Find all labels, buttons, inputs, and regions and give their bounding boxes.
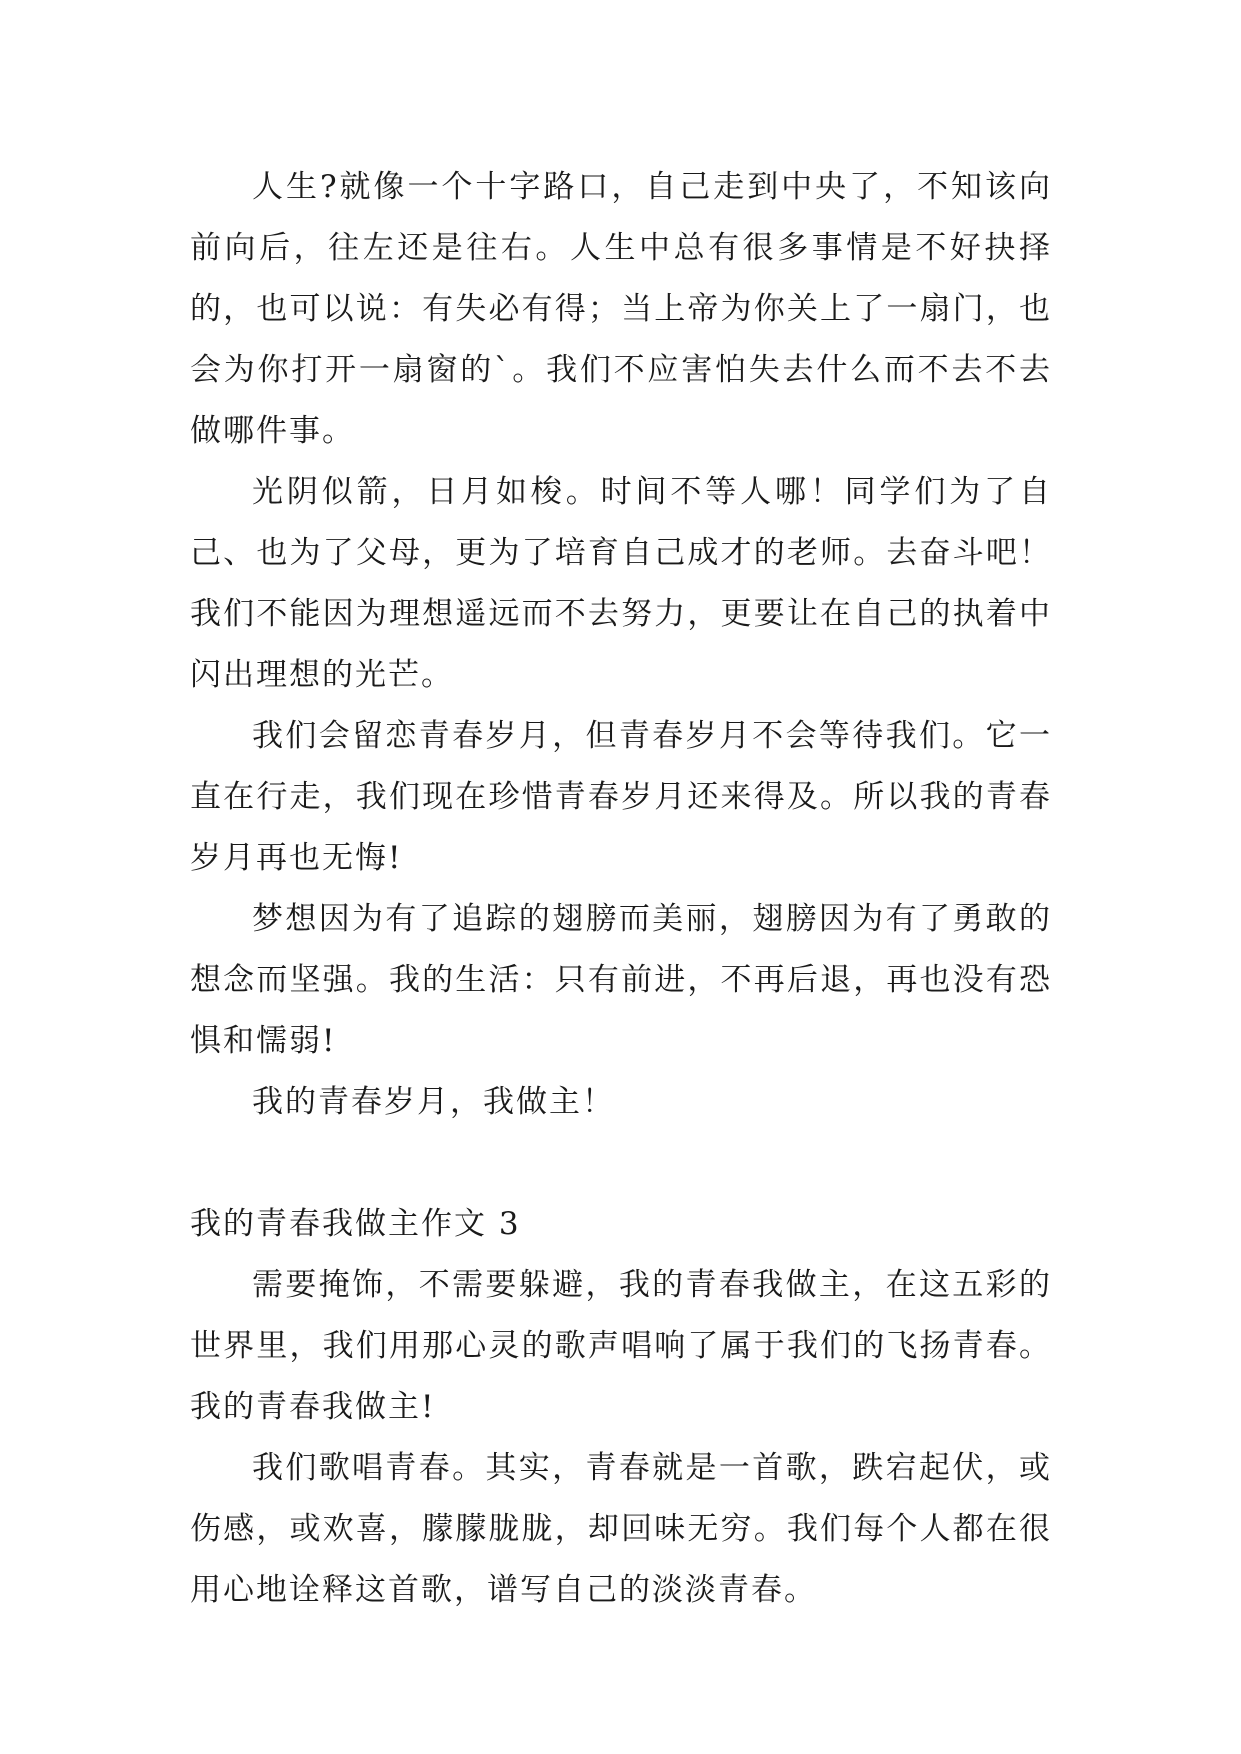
paragraph: 人生?就像一个十字路口，自己走到中央了，不知该向前向后，往左还是往右。人生中总有很多事情是不好抉择的，也可以说：有失必有得；当上帝为你关上了一扇门，也会为你打开一扇窗的`。我们不应害怕失去什么而不去不去做哪件事。 xyxy=(190,169,1052,449)
section-title: 我的青春我做主作文 3 xyxy=(190,1206,521,1242)
document-body xyxy=(190,157,1052,1621)
paragraph: 我们歌唱青春。其实，青春就是一首歌，跌宕起伏，或伤感，或欢喜，朦朦胧胧，却回味无穷。我们每个人都在很用心地诠释这首歌，谱写自己的淡淡青春。 xyxy=(190,1450,1052,1608)
paragraph: 需要掩饰，不需要躲避，我的青春我做主，在这五彩的世界里，我们用那心灵的歌声唱响了属于我们的飞扬青春。我的青春我做主! xyxy=(190,1267,1052,1425)
paragraph: 我们会留恋青春岁月，但青春岁月不会等待我们。它一直在行走，我们现在珍惜青春岁月还来得及。所以我的青春岁月再也无悔! xyxy=(190,718,1052,876)
paragraph: 光阴似箭，日月如梭。时间不等人哪！同学们为了自己、也为了父母，更为了培育自己成才的老师。去奋斗吧！我们不能因为理想遥远而不去努力，更要让在自己的执着中闪出理想的光芒。 xyxy=(190,474,1052,693)
paragraph: 梦想因为有了追踪的翅膀而美丽，翅膀因为有了勇敢的想念而坚强。我的生活：只有前进，不再后退，再也没有恐惧和懦弱! xyxy=(190,901,1052,1059)
paragraph: 我的青春岁月，我做主！ xyxy=(252,1084,615,1120)
